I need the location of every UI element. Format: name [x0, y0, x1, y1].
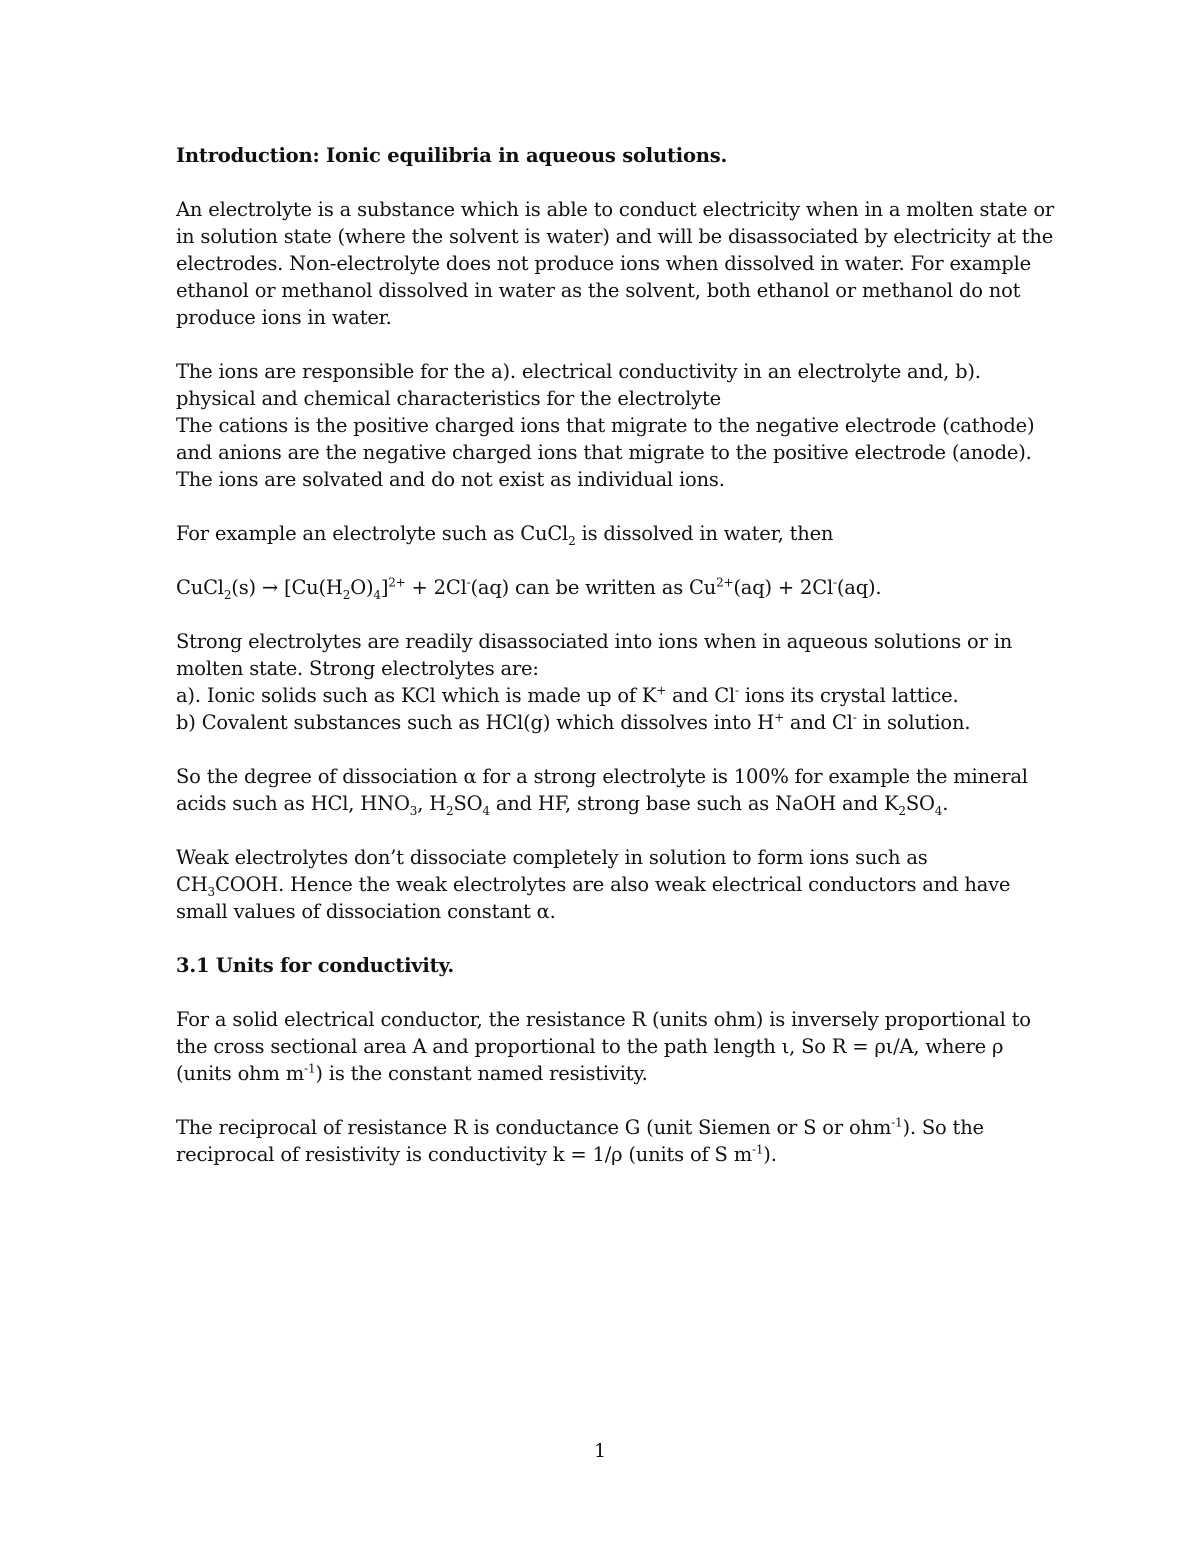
text-line — [176, 1114, 1036, 1141]
text-line: small values of dissociation constant α. — [176, 900, 556, 923]
paragraph-conductance — [176, 1114, 1036, 1168]
text-line: the cross sectional area A and proportional to the path length ι, So R = ρι/A, where ρ — [176, 1035, 1004, 1058]
text-run: is dissolved in water, then — [575, 522, 834, 545]
text-line: and anions are the negative charged ions that migrate to the positive electrode (anode). — [176, 441, 1032, 464]
text-run: and Cl — [783, 711, 853, 734]
superscript: + — [656, 683, 667, 698]
section-heading-text: 3.1 Units for conductivity. — [176, 954, 454, 977]
text-run: (units ohm m — [176, 1062, 305, 1085]
subscript: 2 — [342, 587, 351, 602]
paragraph-resistance — [176, 1006, 1036, 1087]
document-body — [176, 142, 1055, 1195]
page-number: 1 — [593, 1440, 607, 1462]
text-line — [176, 520, 1036, 547]
text-line — [176, 871, 1036, 898]
section-heading — [176, 952, 1036, 979]
subscript: 4 — [482, 803, 490, 818]
text-run: in solution. — [856, 711, 971, 734]
superscript: - — [466, 575, 471, 590]
text-line — [176, 709, 1036, 736]
text-line: Strong electrolytes are readily disassociated into ions when in aqueous solutions or in — [176, 630, 1013, 653]
superscript: 2+ — [388, 575, 406, 590]
superscript: -1 — [891, 1115, 903, 1130]
text-run: b) Covalent substances such as HCl(g) which dissolves into H — [176, 711, 775, 734]
superscript: - — [833, 575, 837, 590]
subscript: 2 — [898, 803, 906, 818]
text-line: in solution state (where the solvent is water) and will be disassociated by electricity at the — [176, 225, 1054, 248]
text-run: COOH. Hence the weak electrolytes are also weak electrical conductors and have — [214, 873, 1011, 896]
text-line: produce ions in water. — [176, 306, 392, 329]
text-line — [176, 1141, 1036, 1168]
text-run: O) — [350, 576, 374, 599]
paragraph-degree-of-dissociation — [176, 763, 1036, 817]
subscript: 3 — [409, 803, 418, 818]
paragraph-strong-electrolytes — [176, 628, 1036, 736]
subscript: 2 — [223, 587, 232, 602]
text-run: and Cl — [666, 684, 735, 707]
subscript: 4 — [373, 587, 381, 602]
equation-line — [176, 574, 1036, 601]
text-run: + 2Cl — [405, 576, 467, 599]
text-run: ). So the — [902, 1116, 984, 1139]
superscript: - — [852, 710, 857, 725]
subscript: 2 — [446, 803, 454, 818]
equation-cucl2-dissociation — [176, 574, 1036, 601]
text-run: ). — [763, 1143, 777, 1166]
superscript: -1 — [304, 1061, 316, 1076]
subscript: 3 — [207, 884, 215, 899]
text-run: CH — [176, 873, 208, 896]
text-run: , H — [417, 792, 447, 815]
text-line: So the degree of dissociation α for a strong electrolyte is 100% for example the mineral — [176, 765, 1028, 788]
paragraph-ion-responsibilities — [176, 358, 1036, 412]
text-line: Weak electrolytes don’t dissociate completely in solution to form ions such as — [176, 846, 928, 869]
text-run: CuCl — [176, 576, 224, 599]
text-run: ] — [380, 576, 389, 599]
text-line — [176, 1060, 1036, 1087]
paragraph-cucl2-example — [176, 520, 1036, 547]
text-run: (aq) + 2Cl — [733, 576, 834, 599]
text-line: ethanol or methanol dissolved in water as the solvent, both ethanol or methanol do not — [176, 279, 1021, 302]
text-run: . — [942, 792, 949, 815]
text-line: physical and chemical characteristics for the electrolyte — [176, 387, 721, 410]
text-run: (aq). — [836, 576, 882, 599]
text-run: SO — [905, 792, 935, 815]
title-text: Introduction: Ionic equilibria in aqueous solutions. — [176, 144, 728, 167]
text-line: The cations is the positive charged ions that migrate to the negative electrode (cathode) — [176, 414, 1035, 437]
paragraph-weak-electrolytes — [176, 844, 1036, 925]
text-line: An electrolyte is a substance which is able to conduct electricity when in a molten state or — [176, 198, 1055, 221]
superscript: - — [734, 683, 739, 698]
text-run: (s) → [Cu(H — [231, 576, 343, 599]
text-run: ions its crystal lattice. — [738, 684, 959, 707]
text-run: For example an electrolyte such as CuCl — [176, 522, 569, 545]
superscript: -1 — [752, 1142, 764, 1157]
superscript: + — [774, 710, 784, 725]
text-line: The ions are solvated and do not exist as individual ions. — [176, 468, 725, 491]
text-line: electrodes. Non-electrolyte does not produce ions when dissolved in water. For example — [176, 252, 1031, 275]
document-title — [176, 142, 1036, 169]
subscript: 2 — [568, 533, 576, 548]
text-run: SO — [453, 792, 483, 815]
text-run: ) is the constant named resistivity. — [315, 1062, 648, 1085]
subscript: 4 — [934, 803, 943, 818]
text-line: For a solid electrical conductor, the resistance R (units ohm) is inversely proportional to — [176, 1008, 1031, 1031]
paragraph-cations-anions — [176, 412, 1036, 493]
superscript: 2+ — [716, 575, 734, 590]
paragraph-electrolyte-definition — [176, 196, 1055, 331]
text-line — [176, 682, 1036, 709]
text-line: molten state. Strong electrolytes are: — [176, 657, 539, 680]
text-run: acids such as HCl, HNO — [176, 792, 410, 815]
text-run: a). Ionic solids such as KCl which is made up of K — [176, 684, 657, 707]
text-line: The ions are responsible for the a). electrical conductivity in an electrolyte and, b). — [176, 360, 981, 383]
text-run: (aq) can be written as Cu — [470, 576, 717, 599]
text-run: reciprocal of resistivity is conductivity k = 1/ρ (units of S m — [176, 1143, 752, 1166]
text-run: and HF, strong base such as NaOH and K — [489, 792, 899, 815]
text-run: The reciprocal of resistance R is conductance G (unit Siemen or S or ohm — [176, 1116, 892, 1139]
text-line — [176, 790, 1036, 817]
